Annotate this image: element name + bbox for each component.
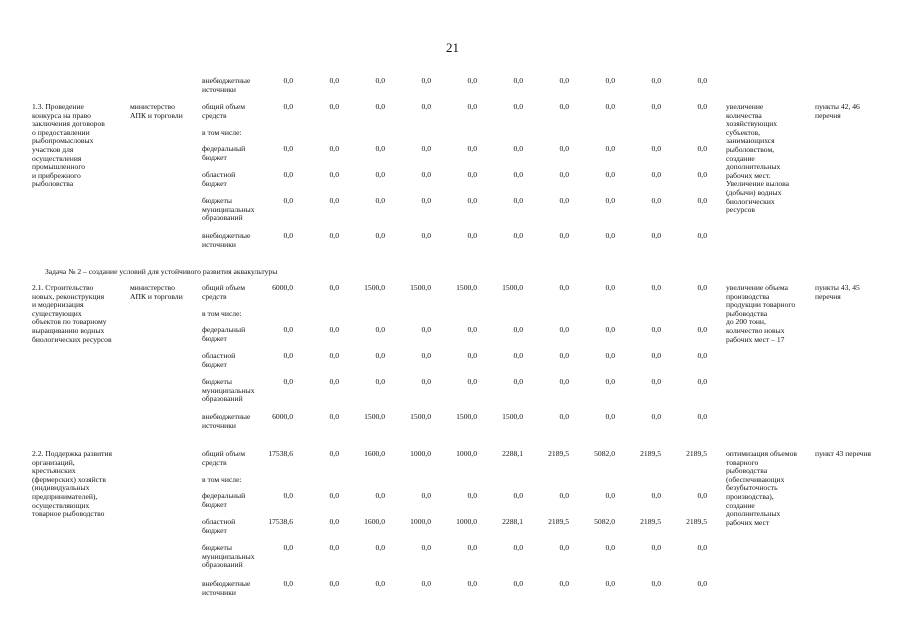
funding-value: 0,0: [513, 170, 523, 179]
funding-value: 0,0: [559, 170, 569, 179]
funding-value: 6000,0: [272, 283, 293, 292]
funding-value: 0,0: [697, 76, 707, 85]
funding-value: 0,0: [283, 102, 293, 111]
funding-value: 5082,0: [594, 517, 615, 526]
funding-value: 0,0: [697, 283, 707, 292]
funding-value: 0,0: [651, 170, 661, 179]
funding-value: 0,0: [697, 102, 707, 111]
funding-value: 0,0: [329, 579, 339, 588]
measure-indicator: пункт 43 перечня: [815, 449, 872, 458]
funding-value: 0,0: [421, 325, 431, 334]
funding-value: 0,0: [605, 351, 615, 360]
measure-indicator: пункты 42, 46 перечня: [815, 102, 860, 120]
funding-value: 0,0: [651, 412, 661, 421]
funding-value: 0,0: [651, 351, 661, 360]
funding-value: 0,0: [329, 102, 339, 111]
funding-value: 0,0: [651, 325, 661, 334]
funding-value: 0,0: [283, 76, 293, 85]
funding-source-label: в том числе:: [202, 309, 242, 318]
funding-value: 0,0: [375, 377, 385, 386]
funding-value: 0,0: [651, 491, 661, 500]
funding-value: 1000,0: [410, 449, 431, 458]
funding-value: 0,0: [605, 412, 615, 421]
measure-executor: министерство АПК и торговли: [130, 102, 183, 120]
funding-value: 0,0: [421, 76, 431, 85]
funding-value: 0,0: [375, 196, 385, 205]
funding-source-label: федеральный бюджет: [202, 144, 246, 162]
funding-value: 0,0: [467, 144, 477, 153]
funding-value: 1500,0: [502, 412, 523, 421]
measure-name: 2.1. Строительство новых, реконструкция и модернизация существующих объектов по товарному выращиванию водных биологических ресурсов: [32, 283, 112, 344]
measure-name: 2.2. Поддержка развития организаций, крестьянских (фермерских) хозяйств (индивидуальных предпринимателей), осуществляющих товарное рыбоводство: [32, 449, 113, 519]
page-number: 21: [446, 40, 459, 55]
funding-value: 2288,1: [502, 449, 523, 458]
funding-value: 0,0: [467, 196, 477, 205]
funding-value: 0,0: [513, 351, 523, 360]
funding-value: 0,0: [329, 76, 339, 85]
funding-value: 0,0: [375, 491, 385, 500]
funding-source-label: внебюджетные источники: [202, 412, 251, 430]
funding-value: 0,0: [329, 196, 339, 205]
funding-source-label: областной бюджет: [202, 170, 236, 188]
funding-value: 0,0: [283, 170, 293, 179]
funding-value: 0,0: [559, 491, 569, 500]
funding-value: 0,0: [651, 144, 661, 153]
funding-value: 0,0: [329, 377, 339, 386]
funding-value: 0,0: [467, 351, 477, 360]
funding-value: 0,0: [375, 76, 385, 85]
funding-value: 0,0: [421, 102, 431, 111]
funding-source-label: бюджеты муниципальных образований: [202, 543, 255, 570]
funding-value: 0,0: [329, 449, 339, 458]
funding-value: 0,0: [283, 491, 293, 500]
funding-value: 0,0: [697, 491, 707, 500]
funding-value: 1500,0: [502, 283, 523, 292]
funding-value: 0,0: [329, 144, 339, 153]
funding-value: 0,0: [283, 543, 293, 552]
funding-source-label: бюджеты муниципальных образований: [202, 377, 255, 404]
funding-value: 0,0: [697, 377, 707, 386]
funding-value: 0,0: [605, 170, 615, 179]
funding-value: 0,0: [375, 351, 385, 360]
funding-value: 1500,0: [410, 412, 431, 421]
funding-value: 0,0: [329, 325, 339, 334]
funding-value: 0,0: [605, 76, 615, 85]
funding-value: 0,0: [605, 543, 615, 552]
funding-source-label: бюджеты муниципальных образований: [202, 196, 255, 223]
funding-value: 1500,0: [364, 283, 385, 292]
funding-value: 0,0: [559, 231, 569, 240]
funding-value: 0,0: [421, 351, 431, 360]
funding-value: 0,0: [329, 170, 339, 179]
funding-value: 0,0: [421, 231, 431, 240]
funding-value: 0,0: [559, 283, 569, 292]
funding-source-label: внебюджетные источники: [202, 76, 251, 94]
measure-result: оптимизация объемов товарного рыбоводства (обеспечивающих безубыточность производства), создание дополнительных рабочих мест: [726, 449, 797, 527]
funding-value: 0,0: [467, 170, 477, 179]
funding-value: 0,0: [513, 377, 523, 386]
funding-value: 0,0: [697, 579, 707, 588]
funding-value: 0,0: [605, 377, 615, 386]
funding-value: 0,0: [605, 579, 615, 588]
funding-value: 0,0: [467, 543, 477, 552]
funding-value: 0,0: [651, 579, 661, 588]
funding-source-label: федеральный бюджет: [202, 491, 246, 509]
funding-value: 1600,0: [364, 449, 385, 458]
funding-value: 0,0: [559, 579, 569, 588]
funding-value: 0,0: [651, 543, 661, 552]
funding-value: 0,0: [605, 196, 615, 205]
measure-name: 1.3. Проведение конкурса на право заключения договоров о предоставлении рыбопромысловых участков для осуществления промышленного и прибрежного рыболовства: [32, 102, 105, 189]
funding-source-label: областной бюджет: [202, 351, 236, 369]
funding-value: 17538,6: [268, 517, 293, 526]
funding-value: 0,0: [559, 102, 569, 111]
funding-value: 1500,0: [410, 283, 431, 292]
funding-value: 0,0: [605, 231, 615, 240]
funding-value: 0,0: [605, 144, 615, 153]
funding-value: 0,0: [513, 231, 523, 240]
funding-value: 0,0: [513, 543, 523, 552]
funding-value: 0,0: [329, 491, 339, 500]
funding-value: 0,0: [421, 543, 431, 552]
funding-value: 2189,5: [548, 449, 569, 458]
funding-value: 0,0: [329, 351, 339, 360]
measure-result: увеличение объема производства продукции товарного рыбоводства до 200 тонн, количество новых рабочих мест – 17: [726, 283, 796, 344]
funding-source-label: общий объем средств: [202, 283, 246, 301]
funding-value: 0,0: [513, 76, 523, 85]
funding-value: 0,0: [559, 196, 569, 205]
funding-value: 0,0: [467, 231, 477, 240]
funding-value: 0,0: [421, 196, 431, 205]
funding-value: 0,0: [559, 543, 569, 552]
funding-source-label: в том числе:: [202, 128, 242, 137]
funding-value: 0,0: [513, 144, 523, 153]
funding-value: 1000,0: [456, 449, 477, 458]
funding-value: 2288,1: [502, 517, 523, 526]
funding-value: 2189,5: [686, 449, 707, 458]
funding-value: 5082,0: [594, 449, 615, 458]
funding-value: 6000,0: [272, 412, 293, 421]
funding-value: 0,0: [421, 144, 431, 153]
funding-value: 0,0: [651, 283, 661, 292]
funding-value: 0,0: [651, 196, 661, 205]
funding-value: 0,0: [467, 76, 477, 85]
funding-source-label: областной бюджет: [202, 517, 236, 535]
funding-value: 0,0: [513, 325, 523, 334]
funding-value: 0,0: [375, 170, 385, 179]
funding-source-label: внебюджетные источники: [202, 231, 251, 249]
measure-executor: министерство АПК и торговли: [130, 283, 183, 301]
task-heading: Задача № 2 – создание условий для устойчивого развития аквакультуры: [45, 267, 278, 276]
funding-value: 0,0: [559, 325, 569, 334]
funding-value: 0,0: [329, 543, 339, 552]
funding-value: 0,0: [697, 412, 707, 421]
funding-value: 0,0: [513, 102, 523, 111]
funding-source-label: общий объем средств: [202, 449, 246, 467]
funding-value: 17538,6: [268, 449, 293, 458]
funding-value: 0,0: [605, 491, 615, 500]
funding-value: 0,0: [329, 283, 339, 292]
funding-source-label: внебюджетные источники: [202, 579, 251, 597]
funding-value: 0,0: [283, 377, 293, 386]
funding-value: 0,0: [283, 196, 293, 205]
measure-result: увеличение количества хозяйствующих субъектов, занимающихся рыболовством, создание дополнительных рабочих мест. Увеличение вылова (добычи) водных биологических ресурсов: [726, 102, 789, 215]
funding-value: 0,0: [375, 325, 385, 334]
funding-value: 2189,5: [640, 449, 661, 458]
funding-value: 1500,0: [456, 412, 477, 421]
funding-source-label: общий объем средств: [202, 102, 246, 120]
funding-value: 0,0: [559, 351, 569, 360]
funding-value: 0,0: [697, 170, 707, 179]
funding-value: 0,0: [375, 102, 385, 111]
funding-value: 1000,0: [456, 517, 477, 526]
funding-value: 0,0: [421, 579, 431, 588]
funding-value: 0,0: [283, 231, 293, 240]
funding-value: 0,0: [559, 412, 569, 421]
funding-value: 0,0: [467, 325, 477, 334]
funding-value: 0,0: [467, 491, 477, 500]
funding-value: 0,0: [697, 231, 707, 240]
funding-value: 0,0: [329, 517, 339, 526]
funding-value: 0,0: [467, 579, 477, 588]
funding-value: 0,0: [559, 377, 569, 386]
funding-value: 0,0: [651, 377, 661, 386]
funding-value: 0,0: [513, 579, 523, 588]
funding-value: 0,0: [651, 231, 661, 240]
funding-value: 1500,0: [456, 283, 477, 292]
funding-value: 0,0: [513, 491, 523, 500]
funding-value: 0,0: [375, 144, 385, 153]
funding-value: 0,0: [283, 144, 293, 153]
funding-value: 0,0: [651, 102, 661, 111]
measure-indicator: пункты 43, 45 перечня: [815, 283, 860, 301]
funding-value: 1500,0: [364, 412, 385, 421]
funding-value: 0,0: [605, 283, 615, 292]
funding-value: 2189,5: [548, 517, 569, 526]
funding-value: 0,0: [329, 412, 339, 421]
funding-value: 0,0: [283, 325, 293, 334]
funding-source-label: в том числе:: [202, 475, 242, 484]
funding-value: 0,0: [697, 351, 707, 360]
funding-value: 0,0: [559, 76, 569, 85]
funding-value: 0,0: [697, 543, 707, 552]
funding-value: 0,0: [421, 491, 431, 500]
funding-value: 0,0: [605, 102, 615, 111]
funding-value: 1000,0: [410, 517, 431, 526]
funding-value: 2189,5: [686, 517, 707, 526]
funding-value: 0,0: [375, 231, 385, 240]
funding-value: 2189,5: [640, 517, 661, 526]
funding-value: 1600,0: [364, 517, 385, 526]
funding-value: 0,0: [605, 325, 615, 334]
funding-value: 0,0: [651, 76, 661, 85]
funding-value: 0,0: [513, 196, 523, 205]
funding-value: 0,0: [697, 144, 707, 153]
funding-value: 0,0: [375, 543, 385, 552]
funding-value: 0,0: [283, 579, 293, 588]
funding-value: 0,0: [467, 377, 477, 386]
funding-value: 0,0: [283, 351, 293, 360]
funding-value: 0,0: [697, 325, 707, 334]
funding-value: 0,0: [697, 196, 707, 205]
funding-value: 0,0: [421, 377, 431, 386]
funding-value: 0,0: [329, 231, 339, 240]
funding-value: 0,0: [375, 579, 385, 588]
funding-value: 0,0: [421, 170, 431, 179]
funding-source-label: федеральный бюджет: [202, 325, 246, 343]
funding-value: 0,0: [467, 102, 477, 111]
funding-value: 0,0: [559, 144, 569, 153]
